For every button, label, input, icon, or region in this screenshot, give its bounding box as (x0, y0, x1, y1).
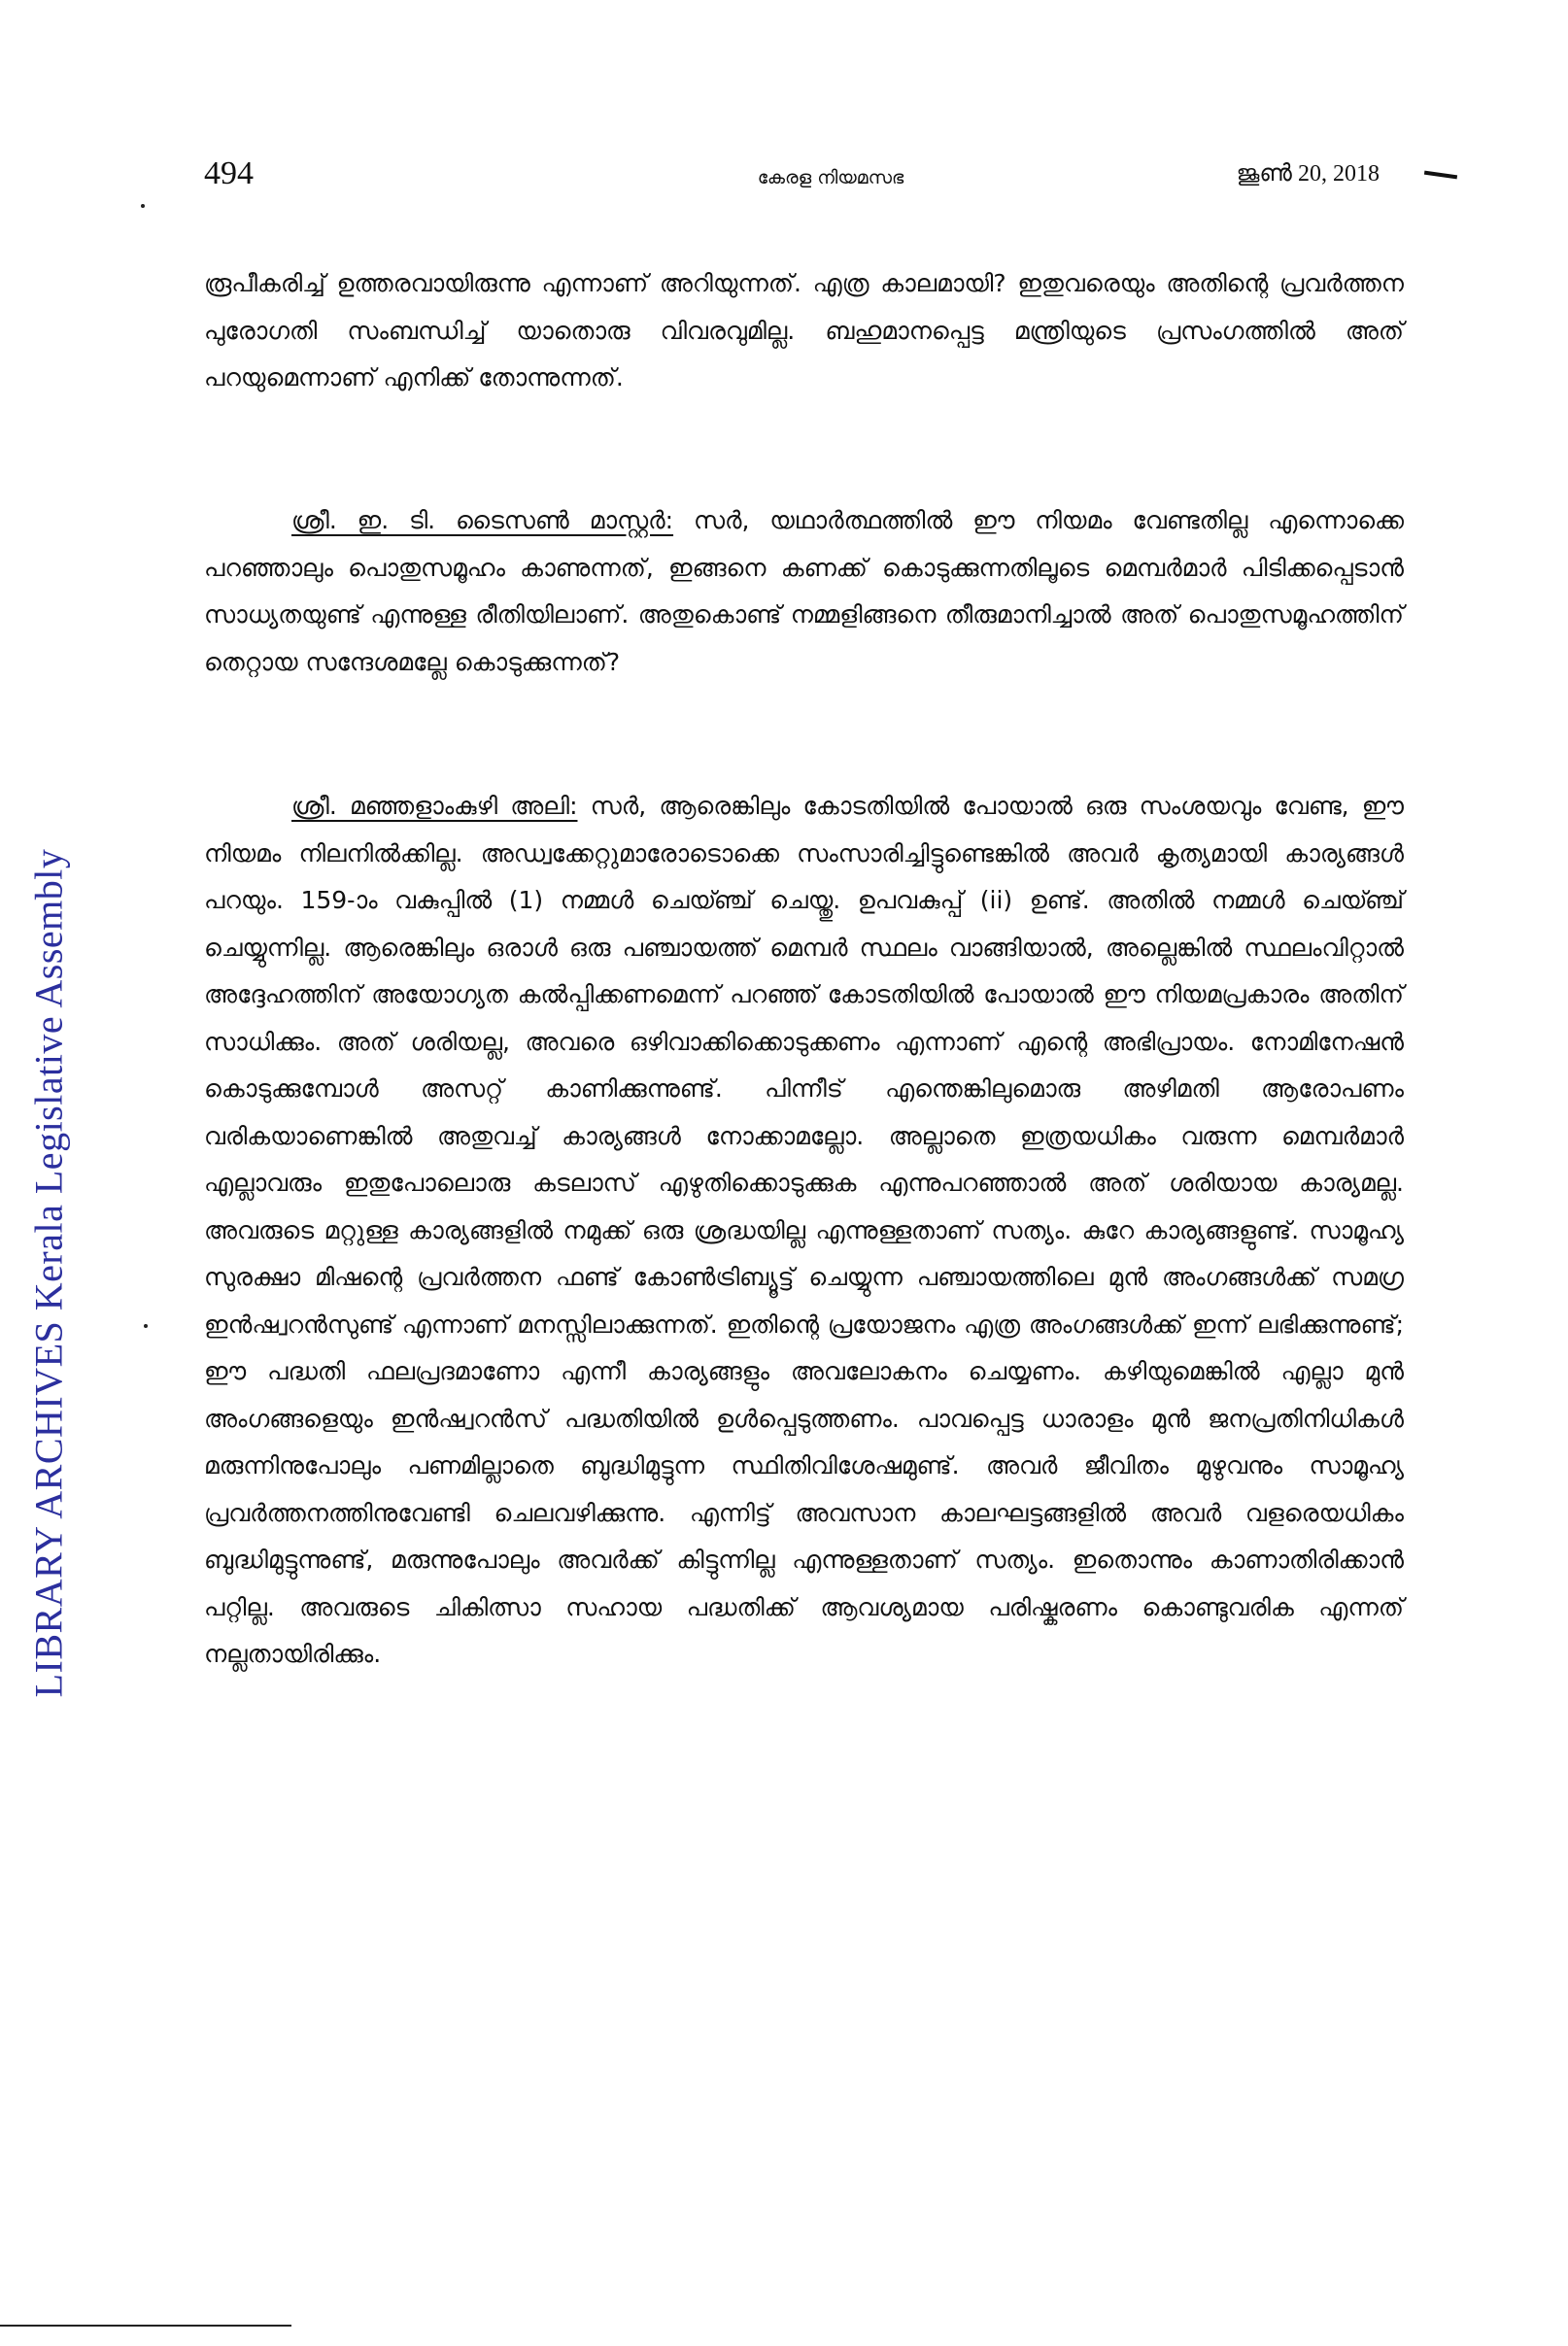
speech-paragraph (204, 497, 1404, 686)
paragraph-continuation (204, 260, 1404, 402)
watermark-text: LIBRARY ARCHIVES Kerala Legislative Assembly (26, 848, 71, 1697)
page-number: 494 (204, 155, 254, 191)
speech-paragraph (204, 783, 1404, 1679)
scan-speck (141, 204, 145, 208)
paragraph-text: രൂപീകരിച്ച് ഉത്തരവായിരുന്നു എന്നാണ് അറിയുന്നത്. എത്ര കാലമായി? ഇതുവരെയും അതിന്റെ പ്രവർത്തന പുരോഗതി സംബന്ധിച്ച് യാതൊരു വിവരവുമില്ല. ബഹുമാനപ്പെട്ട മന്ത്രിയുടെ പ്രസംഗത്തിൽ അത് പറയുമെന്നാണ് എനിക്ക് തോന്നുന്നത്. (204, 269, 1405, 391)
running-title: കേരള നിയമസഭ (757, 167, 904, 188)
archive-watermark (19, 680, 78, 1865)
speech-text: സർ, ആരെങ്കിലും കോടതിയിൽ പോയാൽ ഒരു സംശയവും വേണ്ട, ഈ നിയമം നിലനിൽക്കില്ല. അഡ്വക്കേറ്റുമാരോടൊക്കെ സംസാരിച്ചിട്ടുണ്ടെങ്കിൽ അവർ കൃത്യമായി കാര്യങ്ങൾ പറയും. 159-ാം വകുപ്പിൽ (1) നമ്മൾ ചെയ്ഞ്ച് ചെയ്തു. ഉപവകുപ്പ് (ii) ഉണ്ട്. അതിൽ നമ്മൾ ചെയ്ഞ്ച് ചെയ്യുന്നില്ല. ആരെങ്കിലും ഒരാൾ ഒരു പഞ്ചായത്ത് മെമ്പർ സ്ഥലം വാങ്ങിയാൽ, അല്ലെങ്കിൽ സ്ഥലംവിറ്റാൽ അദ്ദേഹത്തിന് അയോഗ്യത കൽപ്പിക്കണമെന്ന് പറഞ്ഞ് കോടതിയിൽ പോയാൽ ഈ നിയമപ്രകാരം അതിന് സാധിക്കും. അത് ശരിയല്ല, അവരെ ഒഴിവാക്കിക്കൊടുക്കണം എന്നാണ് എന്റെ അഭിപ്രായം. നോമിനേഷൻ കൊടുക്കുമ്പോൾ അസറ്റ് കാണിക്കുന്നുണ്ട്. പിന്നീട് എന്തെങ്കിലുമൊരു അഴിമതി ആരോപണം വരികയാണെങ്കിൽ അതുവച്ച് കാര്യങ്ങൾ നോക്കാമല്ലോ. അല്ലാതെ ഇത്രയധികം വരുന്ന മെമ്പർമാർ എല്ലാവരും ഇതുപോലൊരു കടലാസ് എഴുതിക്കൊടുക്കുക എന്നുപറഞ്ഞാൽ അത് ശരിയായ കാര്യമല്ല. അവരുടെ മറ്റുള്ള കാര്യങ്ങളിൽ നമുക്ക് ഒരു ശ്രദ്ധയില്ല എന്നുള്ളതാണ് സത്യം. കുറേ കാര്യങ്ങളുണ്ട്. സാമൂഹ്യ സുരക്ഷാ മിഷന്റെ പ്രവർത്തന ഫണ്ട് കോൺട്രിബ്യൂട്ട് ചെയ്യുന്ന പഞ്ചായത്തിലെ മുൻ അംഗങ്ങൾക്ക് സമഗ്ര ഇൻഷ്വറൻസുണ്ട് എന്നാണ് മനസ്സിലാക്കുന്നത്. ഇതിന്റെ പ്രയോജനം എത്ര അംഗങ്ങൾക്ക് ഇന്ന് ലഭിക്കുന്നുണ്ട്; ഈ പദ്ധതി ഫലപ്രദമാണോ എന്നീ കാര്യങ്ങളും അവലോകനം ചെയ്യണം. കഴിയുമെങ്കിൽ എല്ലാ മുൻ അംഗങ്ങളെയും ഇൻഷ്വറൻസ് പദ്ധതിയിൽ ഉൾപ്പെടുത്തണം. പാവപ്പെട്ട ധാരാളം മുൻ ജനപ്രതിനിധികൾ മരുന്നിനുപോലും പണമില്ലാതെ ബുദ്ധിമുട്ടുന്ന സ്ഥിതിവിശേഷമുണ്ട്. അവർ ജീവിതം മുഴുവനും സാമൂഹ്യ പ്രവർത്തനത്തിനുവേണ്ടി ചെലവഴിക്കുന്നു. എന്നിട്ട് അവസാന കാലഘട്ടങ്ങളിൽ അവർ വളരെയധികം ബുദ്ധിമുട്ടുന്നുണ്ട്, മരുന്നുപോലും അവർക്ക് കിട്ടുന്നില്ല എന്നുള്ളതാണ് സത്യം. ഇതൊന്നും കാണാതിരിക്കാൻ പറ്റില്ല. അവരുടെ ചികിത്സാ സഹായ പദ്ധതിക്ക് ആവശ്യമായ പരിഷ്കരണം കൊണ്ടുവരിക എന്നത് നല്ലതായിരിക്കും. (204, 792, 1404, 1668)
scan-edge-line (0, 2325, 291, 2327)
speaker-name: ശ്രീ. മഞ്ഞളാംകുഴി അലി: (291, 792, 578, 820)
scan-speck (144, 1324, 148, 1328)
speech-text: സർ, യഥാർത്ഥത്തിൽ ഈ നിയമം വേണ്ടതില്ല എന്നൊക്കെ പറഞ്ഞാലും പൊതുസമൂഹം കാണുന്നത്, ഇങ്ങനെ കണക്ക് കൊടുക്കുന്നതിലൂടെ മെമ്പർമാർ പിടിക്കപ്പെടാൻ സാധ്യതയുണ്ട് എന്നുള്ള രീതിയിലാണ്. അതുകൊണ്ട് നമ്മളിങ്ങനെ തീരുമാനിച്ചാൽ അത് പൊതുസമൂഹത്തിന് തെറ്റായ സന്ദേശമല്ലേ കൊടുക്കുന്നത്? (204, 506, 1404, 676)
speaker-name: ശ്രീ. ഇ. ടി. ടൈസൺ മാസ്റ്റർ: (291, 506, 674, 534)
page-header (204, 155, 1457, 204)
session-date: ജൂൺ 20, 2018 (1236, 161, 1380, 187)
